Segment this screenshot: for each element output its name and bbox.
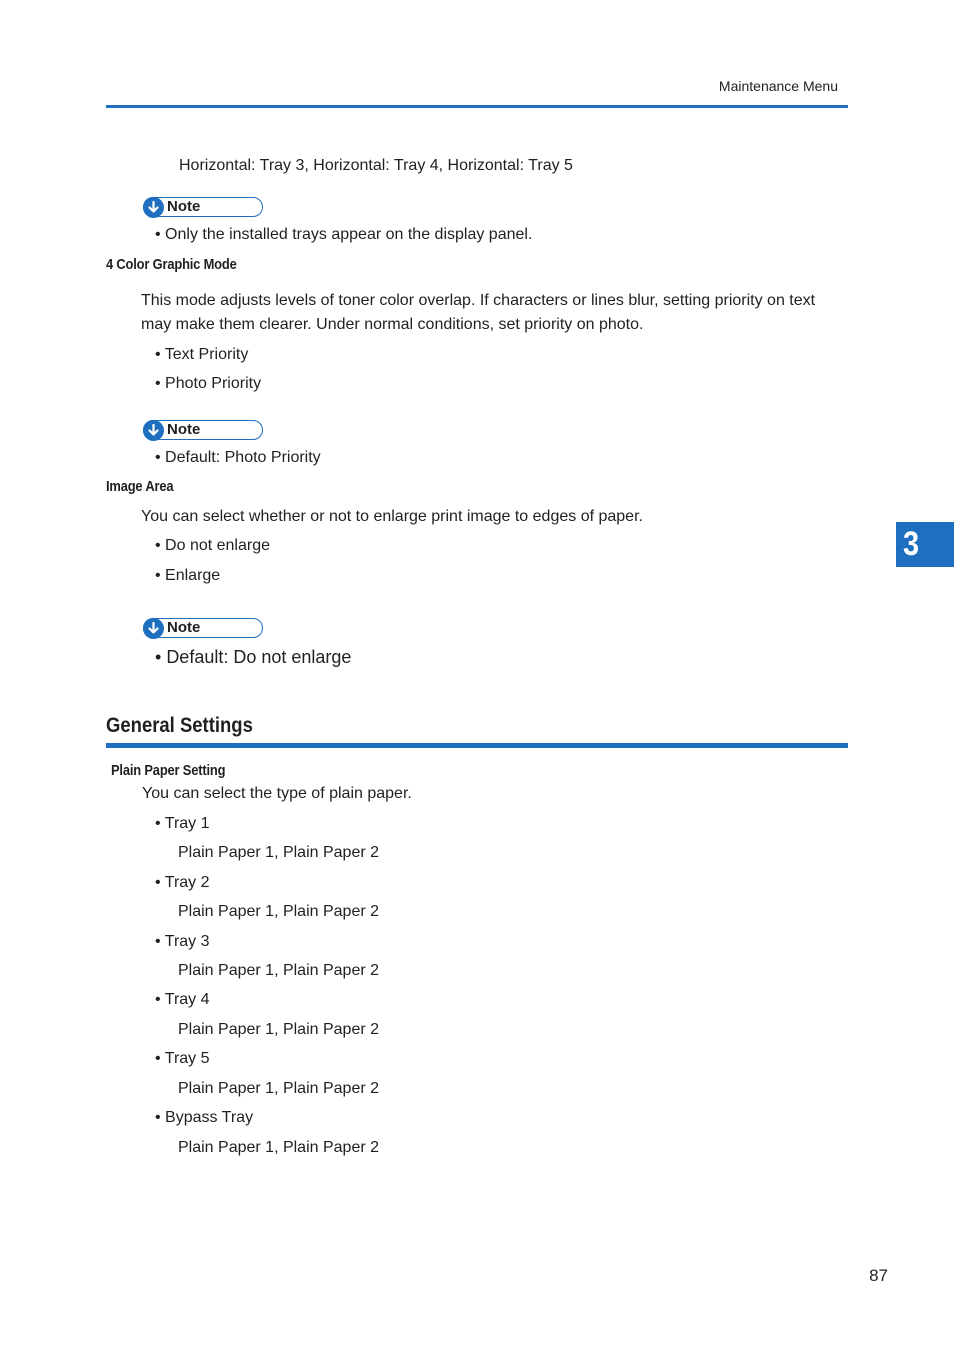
continued-line: Horizontal: Tray 3, Horizontal: Tray 4, Horizontal: Tray 5 — [179, 157, 573, 174]
list-item-value: Plain Paper 1, Plain Paper 2 — [178, 844, 380, 861]
section-rule — [106, 743, 848, 748]
list-item: • Tray 1 — [155, 815, 210, 832]
list-item: • Tray 3 — [155, 933, 210, 950]
list-item: • Bypass Tray — [155, 1109, 254, 1126]
list-item-value: Plain Paper 1, Plain Paper 2 — [178, 1080, 380, 1097]
chapter-tab — [896, 522, 954, 567]
paragraph-image-area: You can select whether or not to enlarge print image to edges of paper. — [141, 508, 643, 525]
note-badge — [143, 420, 263, 440]
note-badge — [143, 618, 263, 638]
list-item-value: Plain Paper 1, Plain Paper 2 — [178, 1021, 380, 1038]
note-item: • Default: Do not enlarge — [155, 647, 352, 667]
subheading-color-graphic: 4 Color Graphic Mode — [106, 256, 237, 273]
subheading-plain-paper: Plain Paper Setting — [111, 762, 226, 779]
list-item: • Text Priority — [155, 346, 249, 363]
note-badge — [143, 197, 263, 217]
note-item: • Default: Photo Priority — [155, 449, 321, 466]
note-label: Note — [167, 421, 201, 438]
paragraph-color-graphic: This mode adjusts levels of toner color overlap. If characters or lines blur, setting priority on text may make them clearer. Under normal conditions, set priority on photo. — [141, 292, 816, 333]
list-item-value: Plain Paper 1, Plain Paper 2 — [178, 962, 380, 979]
list-item: • Tray 5 — [155, 1050, 210, 1067]
list-item: • Tray 2 — [155, 874, 210, 891]
subheading-image-area: Image Area — [106, 478, 174, 495]
note-item: • Only the installed trays appear on the display panel. — [155, 226, 533, 243]
down-arrow-icon — [143, 197, 164, 218]
chapter-number: 3 — [902, 525, 920, 563]
list-item: • Tray 4 — [155, 991, 210, 1008]
note-label: Note — [167, 619, 201, 636]
list-item-value: Plain Paper 1, Plain Paper 2 — [178, 903, 380, 920]
page-number: 87 — [869, 1266, 888, 1285]
running-header: Maintenance Menu — [718, 78, 838, 94]
list-item: • Do not enlarge — [155, 537, 271, 554]
list-item: • Photo Priority — [155, 375, 262, 392]
down-arrow-icon — [143, 420, 164, 441]
list-item: • Enlarge — [155, 567, 221, 584]
down-arrow-icon — [143, 618, 164, 639]
header-rule — [106, 105, 848, 108]
section-title: General Settings — [106, 714, 253, 737]
paragraph-plain-paper: You can select the type of plain paper. — [142, 785, 412, 802]
note-label: Note — [167, 198, 201, 215]
list-item-value: Plain Paper 1, Plain Paper 2 — [178, 1139, 380, 1156]
